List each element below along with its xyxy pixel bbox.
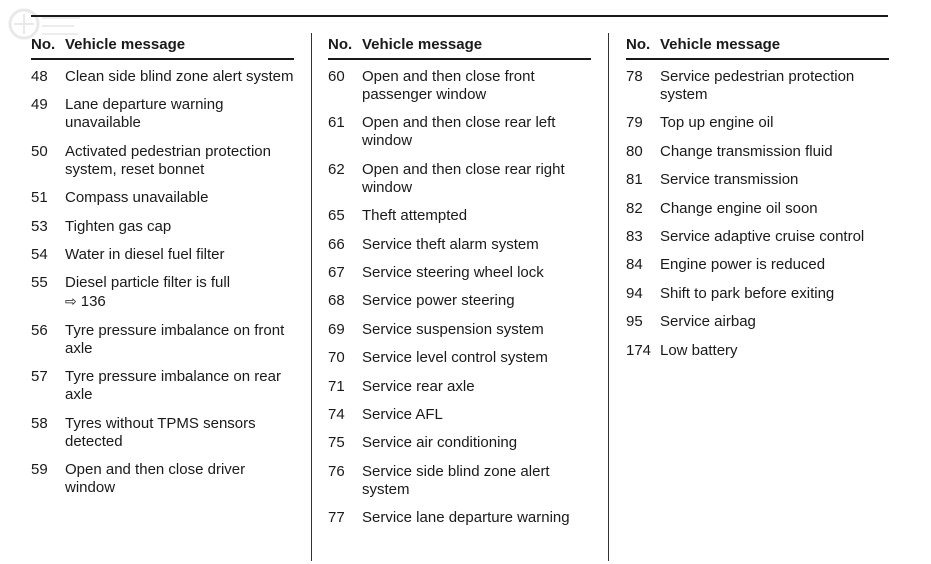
message-text-cell (362, 114, 591, 150)
message-text-cell (362, 161, 591, 197)
message-number: 67 (328, 263, 345, 281)
message-row (31, 461, 294, 497)
message-number: 58 (31, 414, 48, 432)
message-number: 83 (626, 227, 643, 245)
message-text: Water in diesel fuel filter (65, 245, 225, 263)
page-reference-number: 136 (80, 293, 106, 311)
message-text-cell (362, 236, 591, 254)
message-text: Service power steering (362, 292, 515, 310)
message-text-cell (660, 114, 889, 132)
message-row (31, 189, 294, 207)
arrow-icon: ⇨ (65, 293, 77, 310)
message-text-cell (362, 264, 591, 282)
message-text: Tighten gas cap (65, 217, 172, 235)
message-row (31, 322, 294, 358)
message-text-cell (660, 200, 889, 218)
message-text-cell (660, 143, 889, 161)
message-text: Service steering wheel lock (362, 263, 544, 281)
message-text: Service theft alarm system (362, 235, 539, 253)
message-number: 82 (626, 199, 643, 217)
column-divider-1 (311, 33, 312, 561)
message-number: 94 (626, 284, 643, 302)
message-text-cell (65, 218, 294, 236)
message-text: Service rear axle (362, 377, 475, 395)
header-vehicle-message: Vehicle message (362, 36, 483, 53)
message-number: 80 (626, 142, 643, 160)
message-row (328, 161, 591, 197)
message-number: 65 (328, 207, 345, 225)
message-text-cell (65, 189, 294, 207)
message-text: Change engine oil soon (660, 199, 818, 217)
message-number: 48 (31, 68, 48, 85)
message-text-cell (362, 292, 591, 310)
message-number: 84 (626, 256, 643, 274)
message-number: 60 (328, 68, 345, 85)
message-row (328, 349, 591, 367)
message-number: 49 (31, 96, 48, 114)
message-number: 95 (626, 313, 643, 331)
message-text: Tyres without TPMS sensors detected (65, 414, 256, 450)
message-row (328, 509, 591, 527)
message-number: 56 (31, 321, 48, 339)
message-row (31, 274, 294, 311)
message-text: Open and then close driver window (65, 460, 246, 496)
message-row (626, 200, 889, 218)
message-text: Diesel particle filter is full (65, 274, 231, 292)
message-number: 75 (328, 434, 345, 452)
message-row (31, 415, 294, 451)
message-text: Change transmission fluid (660, 142, 833, 160)
message-text: Service lane departure warning (362, 509, 570, 527)
message-text-cell (660, 68, 889, 104)
message-row (31, 368, 294, 404)
message-text: Tyre pressure imbalance on rear axle (65, 368, 281, 404)
message-text-cell (65, 368, 294, 404)
message-number: 78 (626, 68, 643, 85)
message-column-3 (626, 36, 889, 360)
message-number: 51 (31, 189, 48, 207)
message-row (328, 207, 591, 225)
top-rule (31, 15, 888, 17)
message-row (328, 292, 591, 310)
message-row (328, 463, 591, 499)
column-header (626, 36, 889, 60)
message-number: 74 (328, 405, 345, 423)
message-number: 62 (328, 160, 345, 178)
message-row (31, 218, 294, 236)
message-text: Compass unavailable (65, 189, 209, 207)
header-vehicle-message: Vehicle message (660, 36, 781, 53)
message-text-cell (65, 246, 294, 264)
message-number: 71 (328, 377, 345, 395)
message-number: 77 (328, 509, 345, 527)
message-number: 69 (328, 320, 345, 338)
message-list (328, 68, 591, 527)
message-text-cell (660, 285, 889, 303)
message-row (31, 246, 294, 264)
message-text-cell (362, 463, 591, 499)
message-row (328, 264, 591, 282)
message-number: 81 (626, 171, 643, 189)
message-number: 76 (328, 462, 345, 480)
message-text-cell (660, 171, 889, 189)
header-no: No. (328, 36, 353, 53)
message-text: Top up engine oil (660, 114, 774, 132)
header-no: No. (31, 36, 56, 53)
message-number: 79 (626, 114, 643, 132)
message-number: 61 (328, 114, 345, 132)
header-no: No. (626, 36, 651, 53)
message-text: Open and then close rear left window (362, 114, 556, 150)
message-row (626, 143, 889, 161)
message-row (328, 68, 591, 104)
message-text-cell (65, 68, 294, 86)
message-row (626, 285, 889, 303)
message-row (626, 256, 889, 274)
message-text: Service suspension system (362, 320, 544, 338)
message-text: Open and then close rear right window (362, 160, 565, 196)
message-row (328, 406, 591, 424)
page-reference (65, 292, 294, 311)
message-number: 53 (31, 217, 48, 235)
message-text: Service airbag (660, 313, 756, 331)
message-number: 57 (31, 368, 48, 386)
message-row (328, 236, 591, 254)
message-number: 50 (31, 142, 48, 160)
message-text-cell (362, 378, 591, 396)
column-header (328, 36, 591, 60)
message-text: Clean side blind zone alert system (65, 68, 294, 85)
message-number: 59 (31, 460, 48, 478)
message-text: Service pedestrian protection system (660, 68, 855, 103)
message-row (328, 321, 591, 339)
message-text: Service air conditioning (362, 434, 518, 452)
message-number: 55 (31, 274, 48, 292)
message-text: Engine power is reduced (660, 256, 826, 274)
message-text: Tyre pressure imbalance on front axle (65, 321, 285, 357)
message-number: 68 (328, 292, 345, 310)
message-text: Service side blind zone alert system (362, 462, 550, 498)
message-text-cell (362, 321, 591, 339)
message-text: Theft attempted (362, 207, 468, 225)
message-text-cell (660, 228, 889, 246)
message-row (328, 434, 591, 452)
message-text-cell (362, 68, 591, 104)
message-text: Service transmission (660, 171, 799, 189)
message-text: Service level control system (362, 349, 548, 367)
message-row (626, 313, 889, 331)
message-text: Low battery (660, 341, 738, 359)
message-row (328, 114, 591, 150)
message-text: Service adaptive cruise control (660, 227, 865, 245)
message-text-cell (362, 349, 591, 367)
message-number: 54 (31, 245, 48, 263)
message-row (626, 171, 889, 189)
column-divider-2 (608, 33, 609, 561)
message-column-1 (31, 36, 294, 497)
message-text: Shift to park before exiting (660, 284, 835, 302)
message-row (31, 143, 294, 179)
message-text-cell (65, 461, 294, 497)
header-vehicle-message: Vehicle message (65, 36, 186, 53)
message-text-cell (660, 313, 889, 331)
message-list (626, 68, 889, 360)
message-row (31, 96, 294, 132)
message-text-cell (660, 342, 889, 360)
message-text-cell (65, 322, 294, 358)
message-row (626, 342, 889, 360)
message-row (328, 378, 591, 396)
message-text: Activated pedestrian protection system, reset bonnet (65, 142, 271, 178)
message-row (626, 68, 889, 104)
message-text-cell (362, 207, 591, 225)
message-text: Service AFL (362, 405, 443, 423)
message-text-cell (65, 274, 294, 311)
message-number: 174 (626, 341, 652, 359)
message-row (31, 68, 294, 86)
message-text-cell (65, 96, 294, 132)
message-row (626, 228, 889, 246)
message-text: Lane departure warning unavailable (65, 96, 224, 132)
message-text-cell (362, 434, 591, 452)
message-text-cell (362, 406, 591, 424)
message-text: Open and then close front passenger window (362, 68, 535, 103)
message-number: 66 (328, 235, 345, 253)
message-list (31, 68, 294, 497)
message-text-cell (65, 143, 294, 179)
message-text-cell (65, 415, 294, 451)
message-row (626, 114, 889, 132)
message-column-2 (328, 36, 591, 527)
message-text-cell (660, 256, 889, 274)
message-number: 70 (328, 349, 345, 367)
column-header (31, 36, 294, 60)
message-text-cell (362, 509, 591, 527)
